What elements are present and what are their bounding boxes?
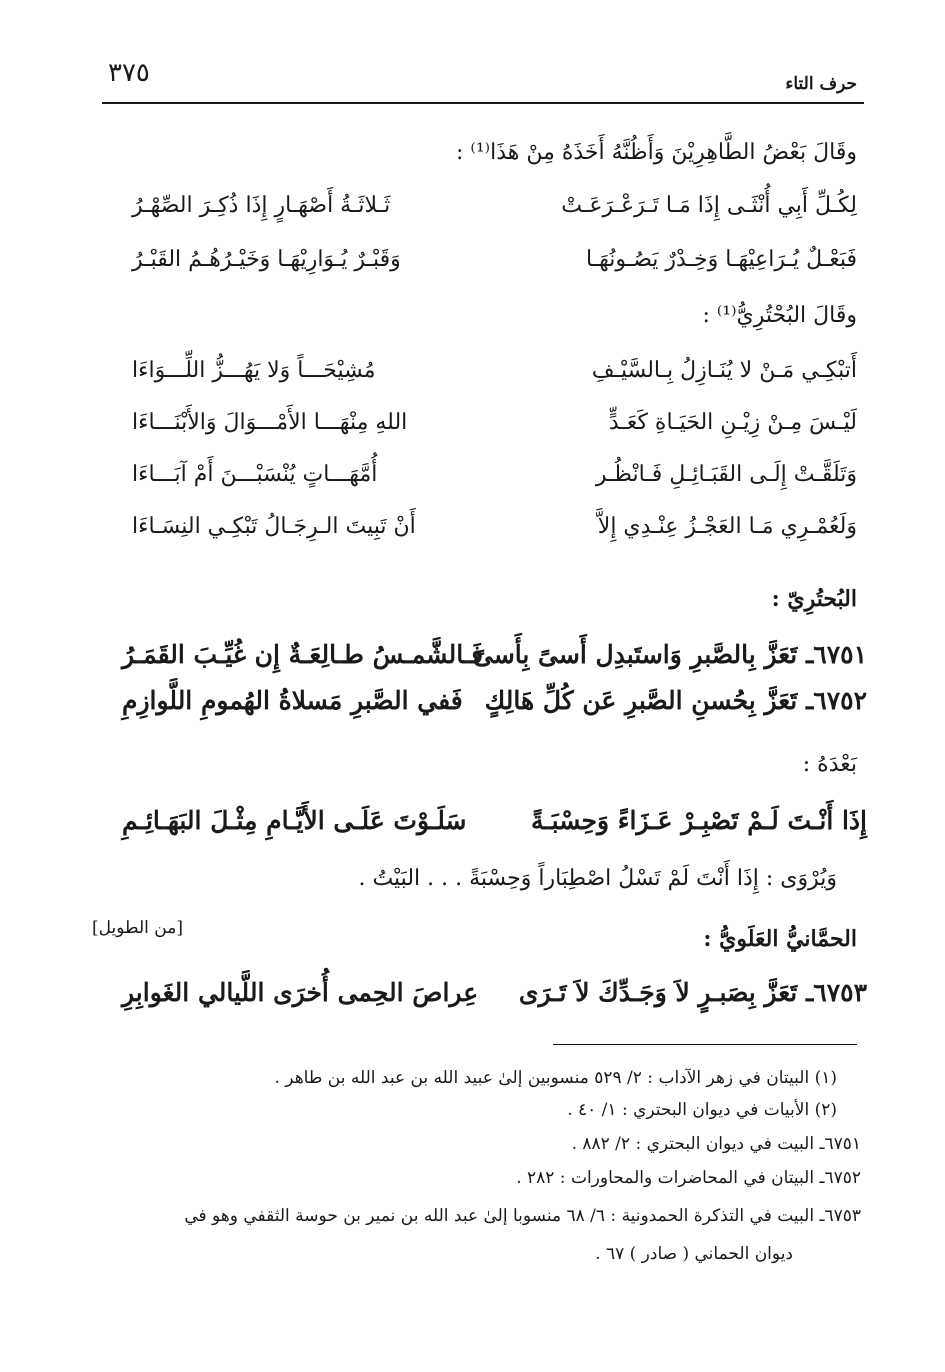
couplet1-verse1-second-hemistich: ثَـلاثَـةُ أَصْهَـارٍ إِذَا ذُكِـرَ الصِّهْـرُ (132, 193, 391, 218)
verse-6752-first-hemistich: ٦٧٥٢ـ تَعَزَّ بِحُسنِ الصَّبرِ عَن كُلِّ هَالِكٍ (484, 686, 867, 715)
footnote-6751: ٦٧٥١ـ البيت في ديوان البحتري : ٢/ ٨٨٢ . (571, 1134, 861, 1154)
footnote-1: (١) البيتان في زهر الآداب : ٢/ ٥٢٩ منسوبين إلىٰ عبيد الله بن عبد الله بن طاهر . (274, 1068, 837, 1088)
poem2-verse4-second-hemistich: أَنْ تَبِيتَ الـرِجَـالُ تَبْكِـي النِسَـاءَا (132, 514, 416, 539)
footnote-2: (٢) الأبيات في ديوان البحتري : ١/ ٤٠ . (567, 1100, 837, 1120)
footnote-rule (553, 1044, 857, 1045)
intro-line-1: وقَالَ بَعْضُ الطَّاهِرِيْنَ وَأَظُنَّهُ أَخَذَهُ مِنْ هَذَا⁽¹⁾ : (456, 140, 857, 165)
footnote-6753: ٦٧٥٣ـ البيت في التذكرة الحمدونية : ٦/ ٦٨ منسوبا إلىٰ عبد الله بن نمير بن حوسة الثقفي وهو في (184, 1206, 861, 1226)
poem2-verse1-first-hemistich: أَتبْكِـي مَـنْ لا يُنَـازِلُ بِـالسَّيْـفِ (591, 358, 857, 383)
variant-reading: وَيُرْوَى : إِذَا أَنْتَ لَمْ تَسْلُ اصْطِبَاراً وَحِسْبَةً . . . البَيْتُ . (358, 866, 837, 891)
intro-line-5: الحمَّانيُّ العَلَويُّ : (703, 926, 857, 952)
poem2-verse2-second-hemistich: اللهِ مِنْهَـــا الأَمْـــوَالَ وَالأَبْنَـــاءَا (132, 410, 408, 435)
poem2-verse2-first-hemistich: لَيْـسَ مِـنْ زِيْـنِ الحَيَـاةِ كَعَـدٍّ (608, 410, 857, 435)
verse-6751-second-hemistich: فَـالشَّمـسُ طـالِعَـةٌ إِن غُيِّـبَ القَمَـرُ (122, 640, 484, 669)
verse-6753-first-hemistich: ٦٧٥٣ـ تَعَزَّ بِصَبـرٍ لاَ وَجَـدِّكَ لاَ تَـرَى (518, 978, 867, 1007)
footnote-6752: ٦٧٥٢ـ البيتان في المحاضرات والمحاورات : ٢٨٢ . (516, 1168, 861, 1188)
chapter-title: حرف التاء (785, 74, 857, 94)
verse-6753-second-hemistich: عِراصَ الحِمى أُخرَى اللَّيالي الغَوابِرِ (122, 978, 479, 1007)
intro-line-4: بَعْدَهُ : (802, 752, 857, 777)
poem2-verse1-second-hemistich: مُشِيْحَـــاً وَلا يَهُـــزُّ اللِّـــوَاءَا (132, 358, 376, 383)
poem2-verse3-first-hemistich: وَتَلَقَّـتْ إِلَـى القَبَـائِـلِ فَـانْظُـر (595, 462, 857, 487)
verse-6751-first-hemistich: ٦٧٥١ـ تَعَزَّ بِالصَّبرِ وَاستَبدِل أَسىً بِأَسىً (472, 640, 867, 669)
couplet1-verse2-second-hemistich: وَقَبْـرٌ يُـوَارِيْهَـا وَخَيْـرُهُـمُ القَبْـرُ (132, 247, 401, 272)
following-verse-first-hemistich: إِذَا أَنْـتَ لَـمْ تَصْبِـرْ عَـزَاءً وَحِسْبَـةً (530, 806, 867, 835)
footnote-6753-continued: ديوان الحماني ( صادر ) ٦٧ . (595, 1244, 793, 1264)
header-rule (102, 102, 864, 104)
intro-line-2: وقَالَ البُحْتُرِيُّ⁽¹⁾ : (702, 303, 857, 328)
poem2-verse4-first-hemistich: وَلَعُمْـرِي مَـا العَجْـزُ عِنْـدِي إِلاَّ (597, 514, 857, 539)
meter-label: [من الطويل] (92, 918, 183, 938)
poem2-verse3-second-hemistich: أُمَّهَـــاتٍ يُنْسَبْـــنَ أَمْ آبَـــاءَا (132, 462, 378, 487)
page-number: ٣٧٥ (108, 58, 150, 88)
verse-6752-second-hemistich: فَفي الصَّبرِ مَسلاةُ الهُمومِ اللَّوازِمِ (122, 686, 463, 715)
couplet1-verse2-first-hemistich: فَبَعْـلٌ يُـرَاعِيْهَـا وَخِـدْرٌ يَصُـونُهَـا (586, 247, 857, 272)
couplet1-verse1-first-hemistich: لِكُـلِّ أَبِي أُنْثَـى إِذَا مَـا تَـرَعْـرَعَـتْ (561, 193, 857, 218)
intro-line-3: البُحتُرِيّ : (771, 586, 857, 612)
following-verse-second-hemistich: سَلَـوْتَ عَلَـى الأَيَّـامِ مِثْـلَ البَهَـائِـمِ (122, 806, 467, 835)
